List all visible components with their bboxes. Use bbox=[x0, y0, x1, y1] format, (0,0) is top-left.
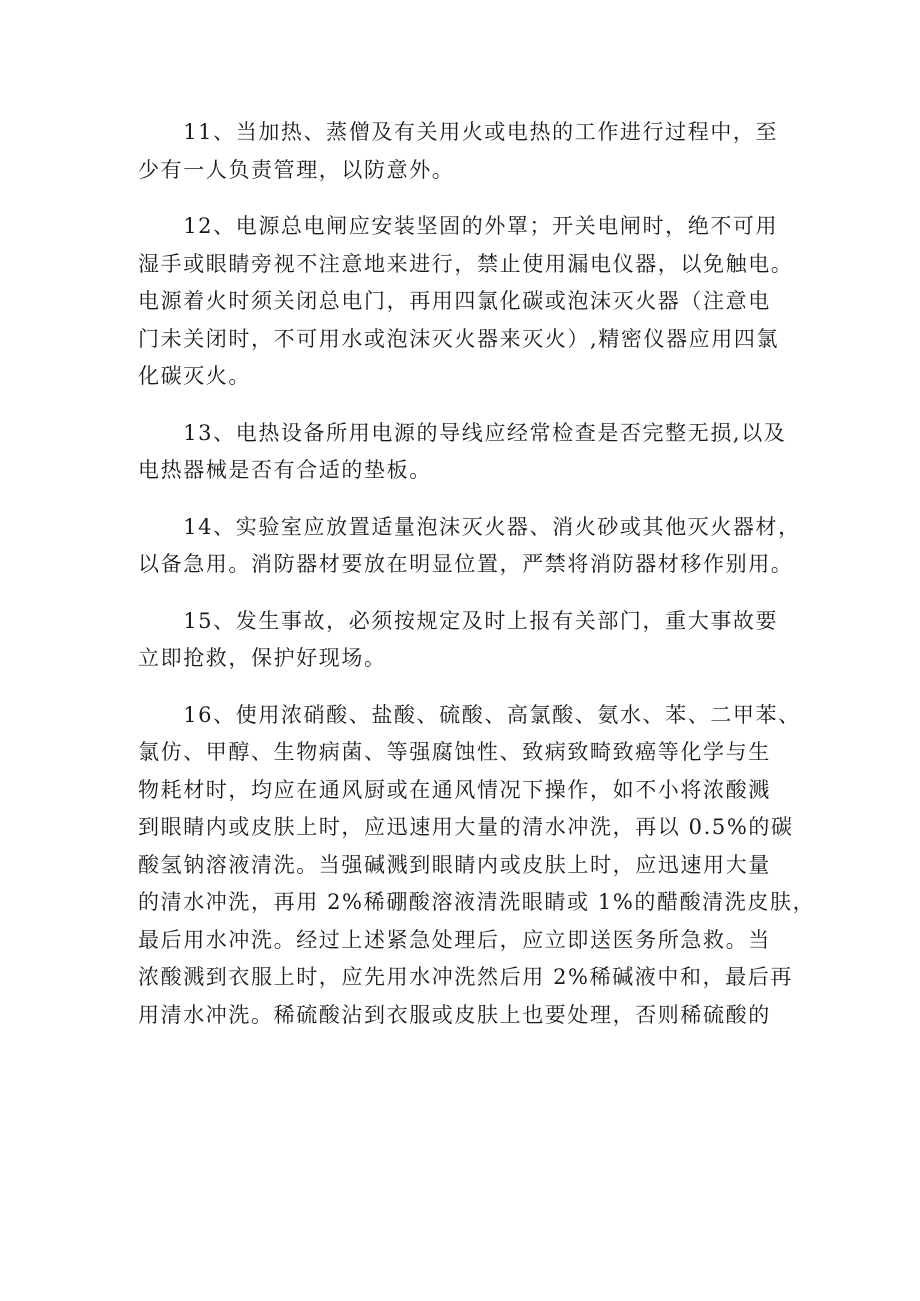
text-line: 化碳灭火。 bbox=[138, 364, 251, 388]
text-line: 电热器械是否有合适的垫板。 bbox=[138, 458, 432, 482]
text-line: 湿手或眼睛旁视不注意地来进行，禁止使用漏电仪器，以免触电。 bbox=[138, 251, 794, 276]
text-line: 电源着火时须关闭总电门，再用四氯化碳或泡沫灭火器（注意电 bbox=[138, 289, 771, 313]
text-line: 酸氢钠溶液清洗。当强碱溅到眼睛内或皮肤上时，应迅速用大量 bbox=[138, 852, 771, 877]
text-line: 门未关闭时，不可用水或泡沫灭火器来灭火）,精密仪器应用四氯 bbox=[138, 326, 780, 351]
text-line: 16、使用浓硝酸、盐酸、硫酸、高氯酸、氨水、苯、二甲苯、 bbox=[138, 702, 801, 727]
paragraph-12 bbox=[138, 208, 798, 396]
paragraph-spacer bbox=[138, 678, 798, 697]
paragraph-15 bbox=[138, 603, 798, 678]
text-line: 以备急用。消防器材要放在明显位置，严禁将消防器材移作别用。 bbox=[138, 552, 794, 576]
text-line: 立即抢救，保护好现场。 bbox=[138, 646, 387, 670]
text-line: 氯仿、甲醇、生物病菌、等强腐蚀性、致病致畸致癌等化学与生 bbox=[138, 740, 771, 764]
text-line: 11、当加热、蒸僧及有关用火或电热的工作进行过程中，至 bbox=[138, 120, 779, 144]
text-line: 到眼睛内或皮肤上时，应迅速用大量的清水冲洗，再以 0.5%的碳 bbox=[138, 815, 794, 839]
text-line: 12、电源总电闸应安装坚固的外罩；开关电闸时，绝不可用 bbox=[138, 214, 779, 238]
paragraph-13 bbox=[138, 415, 798, 490]
text-line: 物耗材时，均应在通风厨或在通风情况下操作，如不小将浓酸溅 bbox=[138, 777, 771, 802]
paragraph-spacer bbox=[138, 490, 798, 509]
text-line: 用清水冲洗。稀硫酸沾到衣服或皮肤上也要处理，否则稀硫酸的 bbox=[138, 1002, 771, 1027]
paragraph-spacer bbox=[138, 584, 798, 603]
paragraph-spacer bbox=[138, 189, 798, 208]
paragraph-11 bbox=[138, 114, 798, 189]
text-line: 14、实验室应放置适量泡沫灭火器、消火砂或其他灭火器材， bbox=[138, 514, 801, 539]
text-line: 浓酸溅到衣服上时，应先用水冲洗然后用 2%稀碱液中和，最后再 bbox=[138, 965, 793, 989]
document-body bbox=[138, 114, 816, 1034]
text-line: 最后用水冲洗。经过上述紧急处理后，应立即送医务所急救。当 bbox=[138, 927, 771, 952]
paragraph-14 bbox=[138, 509, 801, 584]
text-line: 13、电热设备所用电源的导线应经常检查是否完整无损,以及 bbox=[138, 420, 787, 445]
paragraph-spacer bbox=[138, 396, 798, 415]
text-line: 15、发生事故，必须按规定及时上报有关部门，重大事故要 bbox=[138, 608, 779, 633]
text-line: 的清水冲洗，再用 2%稀硼酸溶液清洗眼睛或 1%的醋酸清洗皮肤， bbox=[138, 890, 816, 914]
paragraph-16 bbox=[138, 697, 816, 1035]
text-line: 少有一人负责管理，以防意外。 bbox=[138, 157, 455, 182]
